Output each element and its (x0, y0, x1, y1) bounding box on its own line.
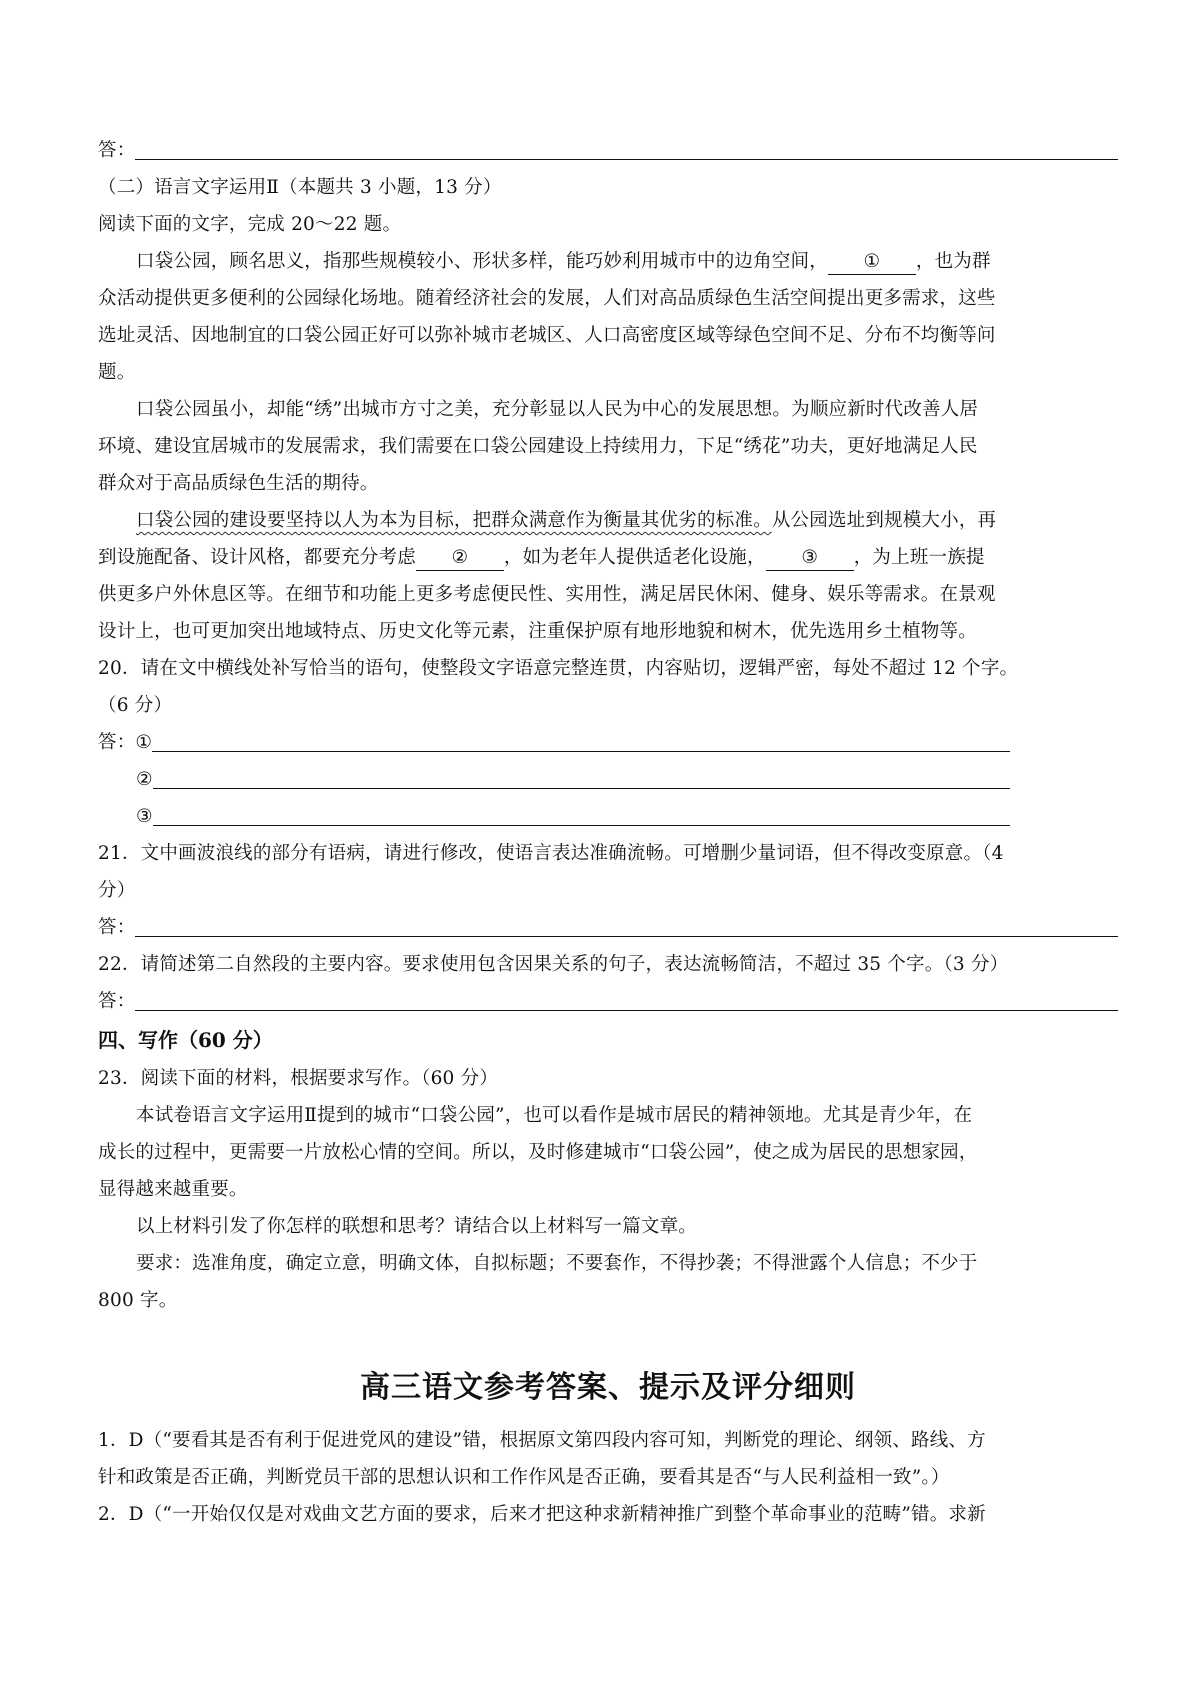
material-line: 本试卷语言文字运用Ⅱ提到的城市“口袋公园”，也可以看作是城市居民的精神领地。尤其是青少年，在 (136, 1105, 973, 1126)
passage-line: 口袋公园，顾名思义，指那些规模较小、形状多样，能巧妙利用城市中的边角空间， ① ，也为群 (98, 243, 1118, 280)
reading-instruction: 阅读下面的文字，完成 20～22 题。 (98, 214, 402, 235)
blank-3: ③ (766, 545, 854, 571)
answer-line-q20-2 (98, 761, 1010, 798)
section-heading-writing: 四、写作（60 分） (98, 1028, 273, 1052)
answer-blank[interactable] (152, 750, 1010, 752)
passage-line: 口袋公园的建设要坚持以人为本为目标，把群众满意作为衡量其优劣的标准。从公园选址到规模大小，再 (136, 510, 997, 531)
material-line: 显得越来越重要。 (98, 1179, 248, 1200)
question-22-stem: 22．请简述第二自然段的主要内容。要求使用包含因果关系的句子，表达流畅简洁，不超过 35 个字。（3 分） (98, 954, 1009, 975)
answer-key-item-cont: 针和政策是否正确，判断党员干部的思想认识和工作作风是否正确，要看其是否“与人民利益相一致”。） (98, 1467, 950, 1488)
question-23-stem: 23．阅读下面的材料，根据要求写作。（60 分） (98, 1068, 499, 1089)
passage-line: 众活动提供更多便利的公园绿化场地。随着经济社会的发展，人们对高品质绿色生活空间提出更多需求，这些 (98, 288, 996, 309)
answer-mark-1: ① (135, 732, 153, 753)
answer-label: 答： (98, 732, 136, 753)
answer-mark-3: ③ (136, 806, 153, 827)
question-21-stem-cont: 分） (98, 880, 136, 901)
answer-key-title: 高三语文参考答案、提示及评分细则 (360, 1370, 856, 1405)
answer-line-top (98, 132, 1118, 169)
blank-2: ② (416, 545, 504, 571)
answer-key-item: 1．D（“要看其是否有利于促进党风的建设”错，根据原文第四段内容可知，判断党的理论、纲领、路线、方 (98, 1430, 986, 1451)
question-21-stem: 21．文中画波浪线的部分有语病，请进行修改，使语言表达准确流畅。可增删少量词语，但不得改变原意。（4 (98, 843, 1004, 864)
answer-key-item: 2．D（“一开始仅仅是对戏曲文艺方面的要求，后来才把这种求新精神推广到整个革命事业的范畴”错。求新 (98, 1504, 986, 1525)
passage-line: 选址灵活、因地制宜的口袋公园正好可以弥补城市老城区、人口高密度区域等绿色空间不足、分布不均衡等问 (98, 325, 996, 346)
writing-prompt: 以上材料引发了你怎样的联想和思考？请结合以上材料写一篇文章。 (136, 1216, 698, 1237)
answer-blank[interactable] (153, 787, 1010, 789)
passage-line: 到设施配备、设计风格，都要充分考虑 ② ，如为老年人提供适老化设施， ③ ，为上班一族提 (98, 539, 1118, 576)
exam-page (98, 132, 1118, 1533)
answer-blank (135, 158, 1118, 160)
writing-requirements-cont: 800 字。 (98, 1290, 178, 1311)
answer-label: 答： (98, 140, 136, 161)
material-line: 成长的过程中，更需要一片放松心情的空间。所以，及时修建城市“口袋公园”，使之成为居民的思想家园， (98, 1142, 978, 1163)
passage-line: 群众对于高品质绿色生活的期待。 (98, 473, 379, 494)
answer-blank[interactable] (135, 935, 1118, 937)
passage-line: 题。 (98, 362, 136, 383)
passage-line: 设计上，也可更加突出地域特点、历史文化等元素，注重保护原有地形地貌和树木，优先选用乡土植物等。 (98, 621, 977, 642)
section-heading: （二）语言文字运用Ⅱ（本题共 3 小题，13 分） (98, 177, 502, 198)
passage-line: 口袋公园虽小，却能“绣”出城市方寸之美，充分彰显以人民为中心的发展思想。为顺应新时代改善人居 (136, 399, 979, 420)
question-20-score: （6 分） (98, 695, 173, 716)
writing-requirements: 要求：选准角度，确定立意，明确文体，自拟标题；不要套作，不得抄袭；不得泄露个人信息；不少于 (136, 1253, 978, 1274)
wavy-underlined-sentence: 口袋公园的建设要坚持以人为本为目标，把群众满意作为衡量其优劣的标准。 (136, 510, 772, 531)
passage-line: 环境、建设宜居城市的发展需求，我们需要在口袋公园建设上持续用力，下足“绣花”功夫，更好地满足人民 (98, 436, 978, 457)
answer-line-q21 (98, 909, 1118, 946)
answer-label: 答： (98, 917, 136, 938)
answer-line-q22 (98, 983, 1118, 1020)
answer-blank[interactable] (135, 1009, 1118, 1011)
answer-blank[interactable] (153, 824, 1010, 826)
answer-line-q20-1 (98, 724, 1010, 761)
question-20-stem: 20．请在文中横线处补写恰当的语句，使整段文字语意完整连贯，内容贴切，逻辑严密，每处不超过 12 个字。 (98, 658, 1019, 679)
answer-mark-2: ② (136, 769, 153, 790)
answer-line-q20-3 (98, 798, 1010, 835)
answer-label: 答： (98, 991, 136, 1012)
passage-line: 供更多户外休息区等。在细节和功能上更多考虑便民性、实用性，满足居民休闲、健身、娱乐等需求。在景观 (98, 584, 996, 605)
blank-1: ① (828, 249, 916, 275)
